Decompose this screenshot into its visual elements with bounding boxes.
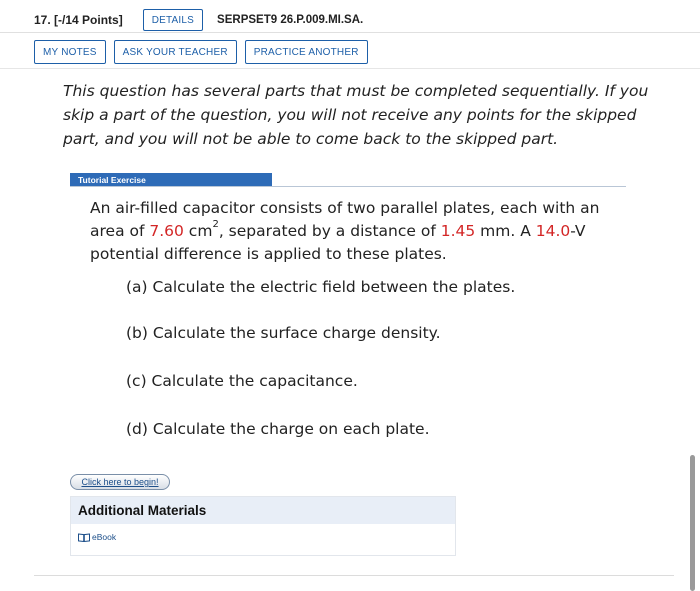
book-icon — [78, 533, 90, 542]
begin-button[interactable]: Click here to begin! — [70, 474, 170, 490]
details-button[interactable]: DETAILS — [143, 9, 203, 31]
tutorial-exercise-label: Tutorial Exercise — [70, 173, 272, 187]
question-number: 17. [-/14 Points] — [34, 13, 123, 27]
part-c: (c) Calculate the capacitance. — [126, 372, 358, 390]
scrollbar[interactable] — [690, 455, 695, 591]
ebook-label: eBook — [92, 532, 117, 542]
area-value: 7.60 — [149, 222, 184, 240]
additional-materials-title: Additional Materials — [71, 497, 455, 524]
sequential-notice: This question has several parts that must be completed sequentially. If you skip a part of the question, you will not receive any points for the skipped part, and you will not be able to come back to the skipped part. — [63, 82, 649, 148]
part-d: (d) Calculate the charge on each plate. — [126, 420, 430, 438]
voltage-value: 14.0 — [535, 222, 571, 240]
practice-another-button[interactable]: PRACTICE ANOTHER — [245, 40, 368, 64]
part-a: (a) Calculate the electric field between the plates. — [126, 278, 516, 296]
footer-divider — [34, 575, 674, 576]
distance-value: 1.45 — [440, 222, 476, 240]
actions-divider — [0, 68, 700, 69]
header-divider — [0, 32, 700, 33]
my-notes-button[interactable]: MY NOTES — [34, 40, 106, 64]
part-b: (b) Calculate the surface charge density. — [126, 324, 441, 342]
question-header — [34, 9, 363, 31]
ask-teacher-button[interactable]: ASK YOUR TEACHER — [114, 40, 237, 64]
question-points: [-/14 Points] — [54, 13, 123, 27]
additional-materials-panel — [70, 496, 456, 556]
problem-statement: An air-filled capacitor consists of two parallel plates, each with an area of 7.60 $cm^2$, separated by a distance of 1.45 mm. A 14.0-V potential difference is applied to these plates. — [90, 199, 600, 263]
tutorial-divider — [70, 186, 626, 187]
ebook-link[interactable] — [78, 532, 116, 542]
assignment-code: SERPSET9 26.P.009.MI.SA. — [217, 14, 364, 26]
action-buttons — [34, 40, 368, 64]
